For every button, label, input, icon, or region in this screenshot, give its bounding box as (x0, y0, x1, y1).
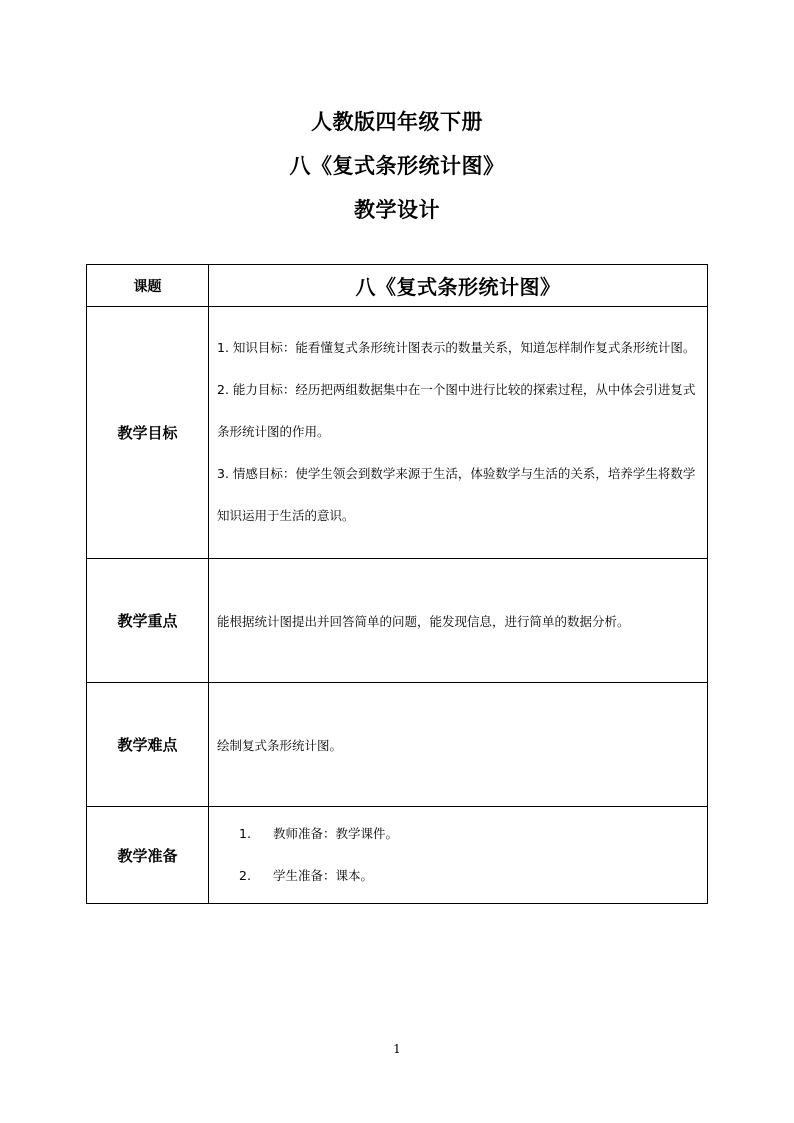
row-key-points (87, 559, 708, 683)
list-item-number: 1. (239, 826, 251, 841)
difficulties-cell (209, 683, 708, 807)
topic-value: 八《复式条形统计图》 (209, 265, 708, 307)
row-objectives (87, 307, 708, 559)
topic-label: 课题 (87, 265, 209, 307)
objective-emotion: 3. 情感目标：使学生领会到数学来源于生活，体验数学与生活的关系，培养学生将数学知识运用于生活的意识。 (217, 465, 696, 523)
difficulties-label: 教学难点 (87, 683, 209, 807)
row-preparation (87, 807, 708, 904)
objectives-label: 教学目标 (87, 307, 209, 559)
key-points-cell (209, 559, 708, 683)
list-item (239, 813, 707, 855)
list-item-number: 2. (239, 868, 251, 883)
key-points-label: 教学重点 (87, 559, 209, 683)
lesson-plan-table (86, 264, 708, 904)
preparation-list (209, 807, 707, 903)
title-unit: 八《复式条形统计图》 (289, 154, 505, 178)
objectives-cell (209, 307, 708, 559)
key-points-text: 能根据统计图提出并回答简单的问题，能发现信息，进行简单的数据分析。 (217, 613, 630, 629)
list-item-text: 学生准备：课本。 (273, 868, 374, 883)
preparation-label: 教学准备 (87, 807, 209, 904)
page-number: 1 (393, 1042, 401, 1056)
preparation-cell (209, 807, 708, 904)
list-item (239, 855, 707, 897)
list-item-text: 教师准备：教学课件。 (273, 826, 399, 841)
title-grade: 人教版四年级下册 (311, 110, 483, 134)
document-title-block (0, 100, 794, 232)
row-topic (87, 265, 708, 307)
objective-knowledge: 1. 知识目标：能看懂复式条形统计图表示的数量关系，知道怎样制作复式条形统计图。 (217, 339, 696, 355)
title-design: 教学设计 (354, 198, 440, 222)
objective-ability: 2. 能力目标：经历把两组数据集中在一个图中进行比较的探索过程，从中体会引进复式条形统计图的作用。 (217, 381, 696, 439)
difficulties-text: 绘制复式条形统计图。 (217, 737, 343, 753)
row-difficulties (87, 683, 708, 807)
